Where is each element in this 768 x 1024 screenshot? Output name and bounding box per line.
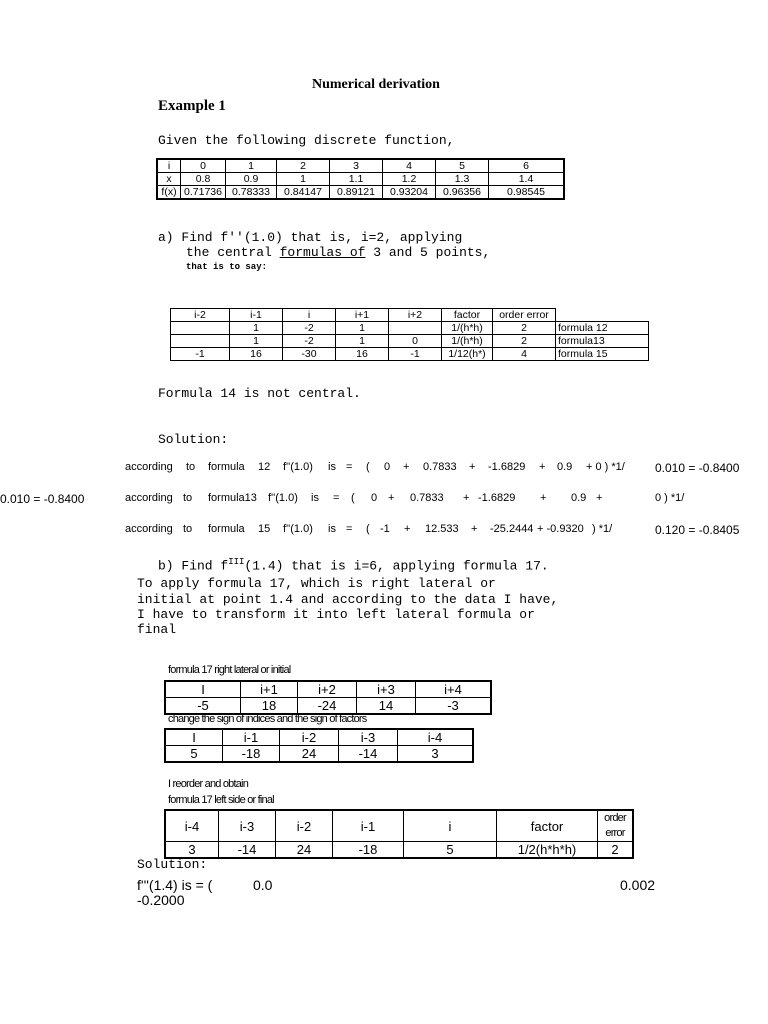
table-cell: 3 xyxy=(165,842,219,859)
table-cell: 1.1 xyxy=(330,173,383,186)
table-row xyxy=(165,698,491,715)
solution-token: -25.2444 xyxy=(490,523,534,535)
table-cell: 0.96356 xyxy=(436,186,489,200)
note-text: Formula 14 is not central. xyxy=(158,386,361,401)
intro-text: Given the following discrete function, xyxy=(158,133,455,148)
table-cell: 1.4 xyxy=(489,173,565,186)
solution-token: 15 xyxy=(258,523,271,535)
reorder-caption-2: formula 17 left side or final xyxy=(168,794,274,806)
solution-token: f''(1.0) xyxy=(283,523,313,535)
part-a-line2-post: 3 and 5 points, xyxy=(365,245,491,260)
part-a-line3: that is to say: xyxy=(186,262,268,272)
solution-token: + xyxy=(469,461,476,473)
table-cell: 1 xyxy=(336,335,389,348)
column-header: factor xyxy=(497,810,598,842)
table-cell: 1 xyxy=(230,322,283,335)
table-header-row xyxy=(165,810,633,842)
solution-token: formula xyxy=(208,461,245,473)
table-cell: 0.78333 xyxy=(226,186,277,200)
table-cell: f(x) xyxy=(157,186,181,200)
table-cell xyxy=(389,322,442,335)
solution-token: + -0.9320 xyxy=(537,523,584,535)
sign-change-table xyxy=(164,728,474,763)
solution-token: 12 xyxy=(258,461,271,473)
solution-token: = xyxy=(346,523,353,535)
part-b-para-4: final xyxy=(137,622,177,637)
solution-token: f''(1.0) xyxy=(283,461,313,473)
column-header: i-1 xyxy=(333,810,404,842)
table-cell: 0.71736 xyxy=(181,186,226,200)
formula-label: formula13 xyxy=(556,335,649,348)
column-header: i+4 xyxy=(416,681,492,698)
solution-token: + xyxy=(388,492,395,504)
column-header: i+1 xyxy=(336,309,389,322)
formula-label: formula 15 xyxy=(556,348,649,361)
discrete-function-table xyxy=(156,158,565,200)
solution-token: 0.010 = -0.8400 xyxy=(655,461,740,475)
table-cell: 1 xyxy=(336,322,389,335)
table-cell: 0.93204 xyxy=(383,186,436,200)
table-cell: 0.9 xyxy=(226,173,277,186)
table-cell: 2 xyxy=(493,335,556,348)
table-row xyxy=(165,842,633,859)
table-cell: -24 xyxy=(298,698,357,715)
final-result: -0.2000 xyxy=(137,892,185,908)
table-cell: 16 xyxy=(336,348,389,361)
central-formulas-table xyxy=(170,308,649,361)
column-header: order error xyxy=(598,810,634,842)
final-divisor: 0.002 xyxy=(620,877,656,893)
final-expr: f'''(1.4) is = ( xyxy=(137,877,213,893)
solution-token: -1 xyxy=(380,523,390,535)
column-header: i-2 xyxy=(280,729,339,746)
table-cell: -2 xyxy=(283,335,336,348)
solution-token: ) *1/ xyxy=(592,523,613,535)
solution-label: Solution: xyxy=(158,432,229,447)
table-header-row xyxy=(165,729,473,746)
column-header: i+1 xyxy=(241,681,298,698)
table-cell: 1/2(h*h*h) xyxy=(497,842,598,859)
table-cell: 5 xyxy=(436,159,489,173)
part-b-para-1: To apply formula 17, which is right lateral or xyxy=(137,576,496,591)
solution-token: 0.010 = -0.8400 xyxy=(0,492,85,506)
table-cell: 18 xyxy=(241,698,298,715)
column-header: i xyxy=(404,810,497,842)
table-cell: -18 xyxy=(333,842,404,859)
table-cell: -5 xyxy=(165,698,241,715)
column-header: i-2 xyxy=(171,309,230,322)
table-cell: 1/(h*h) xyxy=(442,322,493,335)
table-cell: 0 xyxy=(181,159,226,173)
column-header: i-3 xyxy=(339,729,398,746)
solution-token: to xyxy=(183,523,193,535)
solution-token: = xyxy=(346,461,353,473)
solution-token: + xyxy=(596,492,603,504)
solution-token: according xyxy=(125,492,173,504)
table-row xyxy=(171,348,649,361)
solution-token: is xyxy=(328,461,336,473)
column-header: i+2 xyxy=(298,681,357,698)
table-cell: 0.89121 xyxy=(330,186,383,200)
solution-token: 0.9 xyxy=(557,461,573,473)
sign-change-caption: change the sign of indices and the sign of factors xyxy=(168,713,367,725)
table-cell xyxy=(171,335,230,348)
formulas-link[interactable]: formulas of xyxy=(279,245,366,260)
solution-token: + xyxy=(539,461,546,473)
table-cell: 0.98545 xyxy=(489,186,565,200)
table-cell: -2 xyxy=(283,322,336,335)
table-cell: 1/(h*h) xyxy=(442,335,493,348)
solution-token: 0 ) *1/ xyxy=(655,492,685,504)
table-cell: 4 xyxy=(493,348,556,361)
table-cell: 1 xyxy=(277,173,330,186)
table-cell: x xyxy=(157,173,181,186)
column-header: i+3 xyxy=(357,681,416,698)
example-heading: Example 1 xyxy=(158,98,226,114)
solution-token: ( xyxy=(366,523,370,535)
table-cell: 2 xyxy=(598,842,634,859)
part-b-heading xyxy=(158,557,549,573)
part-b-para-3: I have to transform it into left lateral formula or xyxy=(137,607,535,622)
table-cell: 2 xyxy=(493,322,556,335)
solution-token: 12.533 xyxy=(425,523,459,535)
solution-token: according xyxy=(125,523,173,535)
table-header-row xyxy=(171,309,649,322)
page-title: Numerical derivation xyxy=(312,77,440,92)
table-row xyxy=(157,159,564,173)
formula17-caption: formula 17 right lateral or initial xyxy=(168,664,291,676)
solution-token: 0.120 = -0.8405 xyxy=(655,523,740,537)
solution-token: + xyxy=(471,523,478,535)
column-header: i-2 xyxy=(276,810,333,842)
table-cell: 0.8 xyxy=(181,173,226,186)
solution-token: ( xyxy=(351,492,355,504)
solution-token: 0.7833 xyxy=(410,492,444,504)
solution-token: 0.9 xyxy=(571,492,587,504)
solution-token: is xyxy=(328,523,336,535)
part-b-sup: III xyxy=(228,557,245,567)
table-cell: -1 xyxy=(389,348,442,361)
formula-label: formula 12 xyxy=(556,322,649,335)
part-b-post: (1.4) that is i=6, applying formula 17. xyxy=(244,558,549,574)
table-cell: 5 xyxy=(165,746,223,763)
column-header: i-4 xyxy=(165,810,219,842)
table-row xyxy=(157,186,564,200)
table-cell: -14 xyxy=(339,746,398,763)
table-cell: 6 xyxy=(489,159,565,173)
table-cell: -3 xyxy=(416,698,492,715)
table-cell: 14 xyxy=(357,698,416,715)
table-cell: 3 xyxy=(398,746,474,763)
table-cell: 0.84147 xyxy=(277,186,330,200)
column-header: i+2 xyxy=(389,309,442,322)
table-cell: -18 xyxy=(223,746,280,763)
table-cell: 0 xyxy=(389,335,442,348)
solution-token: 0.7833 xyxy=(423,461,457,473)
solution-token: = xyxy=(333,492,340,504)
solution-token: according xyxy=(125,461,173,473)
part-a-line2-pre: the central xyxy=(186,245,280,260)
solution-token: + xyxy=(540,492,547,504)
column-header: i-1 xyxy=(230,309,283,322)
table-cell: 3 xyxy=(330,159,383,173)
table-cell: 5 xyxy=(404,842,497,859)
table-header-row xyxy=(165,681,491,698)
table-cell: 1.3 xyxy=(436,173,489,186)
table-cell xyxy=(171,322,230,335)
table-cell: 16 xyxy=(230,348,283,361)
table-row xyxy=(171,322,649,335)
solution-token: formula13 xyxy=(208,492,257,504)
part-a-line1: a) Find f''(1.0) that is, i=2, applying xyxy=(158,230,463,245)
part-b-pre: b) Find f xyxy=(158,558,229,574)
solution-token: 0 xyxy=(384,461,391,473)
table-cell: 24 xyxy=(276,842,333,859)
table-cell: 1/12(h*) xyxy=(442,348,493,361)
table-cell: 4 xyxy=(383,159,436,173)
column-header: I xyxy=(165,681,241,698)
table-cell: i xyxy=(157,159,181,173)
solution-token: -1.6829 xyxy=(488,461,526,473)
table-cell: -14 xyxy=(219,842,276,859)
column-header: i-4 xyxy=(398,729,474,746)
column-header: I xyxy=(165,729,223,746)
solution-token: + xyxy=(404,523,411,535)
table-cell: -1 xyxy=(171,348,230,361)
formula17-table xyxy=(164,680,492,715)
solution-token: to xyxy=(183,492,193,504)
part-a-line2 xyxy=(186,245,490,260)
reorder-table xyxy=(164,809,634,859)
table-cell: 1 xyxy=(230,335,283,348)
part-b-para-2: initial at point 1.4 and according to the data I have, xyxy=(137,592,559,607)
column-header: order error xyxy=(493,309,556,322)
table-cell: 1.2 xyxy=(383,173,436,186)
column-header: i-1 xyxy=(223,729,280,746)
solution-token: + 0 ) *1/ xyxy=(586,461,625,473)
table-cell: 2 xyxy=(277,159,330,173)
solution2-label: Solution: xyxy=(137,857,208,872)
solution-token: is xyxy=(311,492,319,504)
solution-token: to xyxy=(186,461,196,473)
table-row xyxy=(171,335,649,348)
solution-token: 0 xyxy=(371,492,378,504)
solution-token: + xyxy=(463,492,470,504)
column-header: i xyxy=(283,309,336,322)
solution-token: ( xyxy=(366,461,370,473)
reorder-caption-1: I reorder and obtain xyxy=(168,778,249,790)
solution-token: + xyxy=(403,461,410,473)
column-header: i-3 xyxy=(219,810,276,842)
solution-token: f''(1.0) xyxy=(268,492,298,504)
table-cell: 1 xyxy=(226,159,277,173)
table-row xyxy=(157,173,564,186)
column-header: factor xyxy=(442,309,493,322)
solution-token: formula xyxy=(208,523,245,535)
solution-token: -1.6829 xyxy=(478,492,516,504)
table-cell: 24 xyxy=(280,746,339,763)
final-value: 0.0 xyxy=(253,877,273,893)
table-cell: -30 xyxy=(283,348,336,361)
table-row xyxy=(165,746,473,763)
empty-cell xyxy=(556,309,649,322)
